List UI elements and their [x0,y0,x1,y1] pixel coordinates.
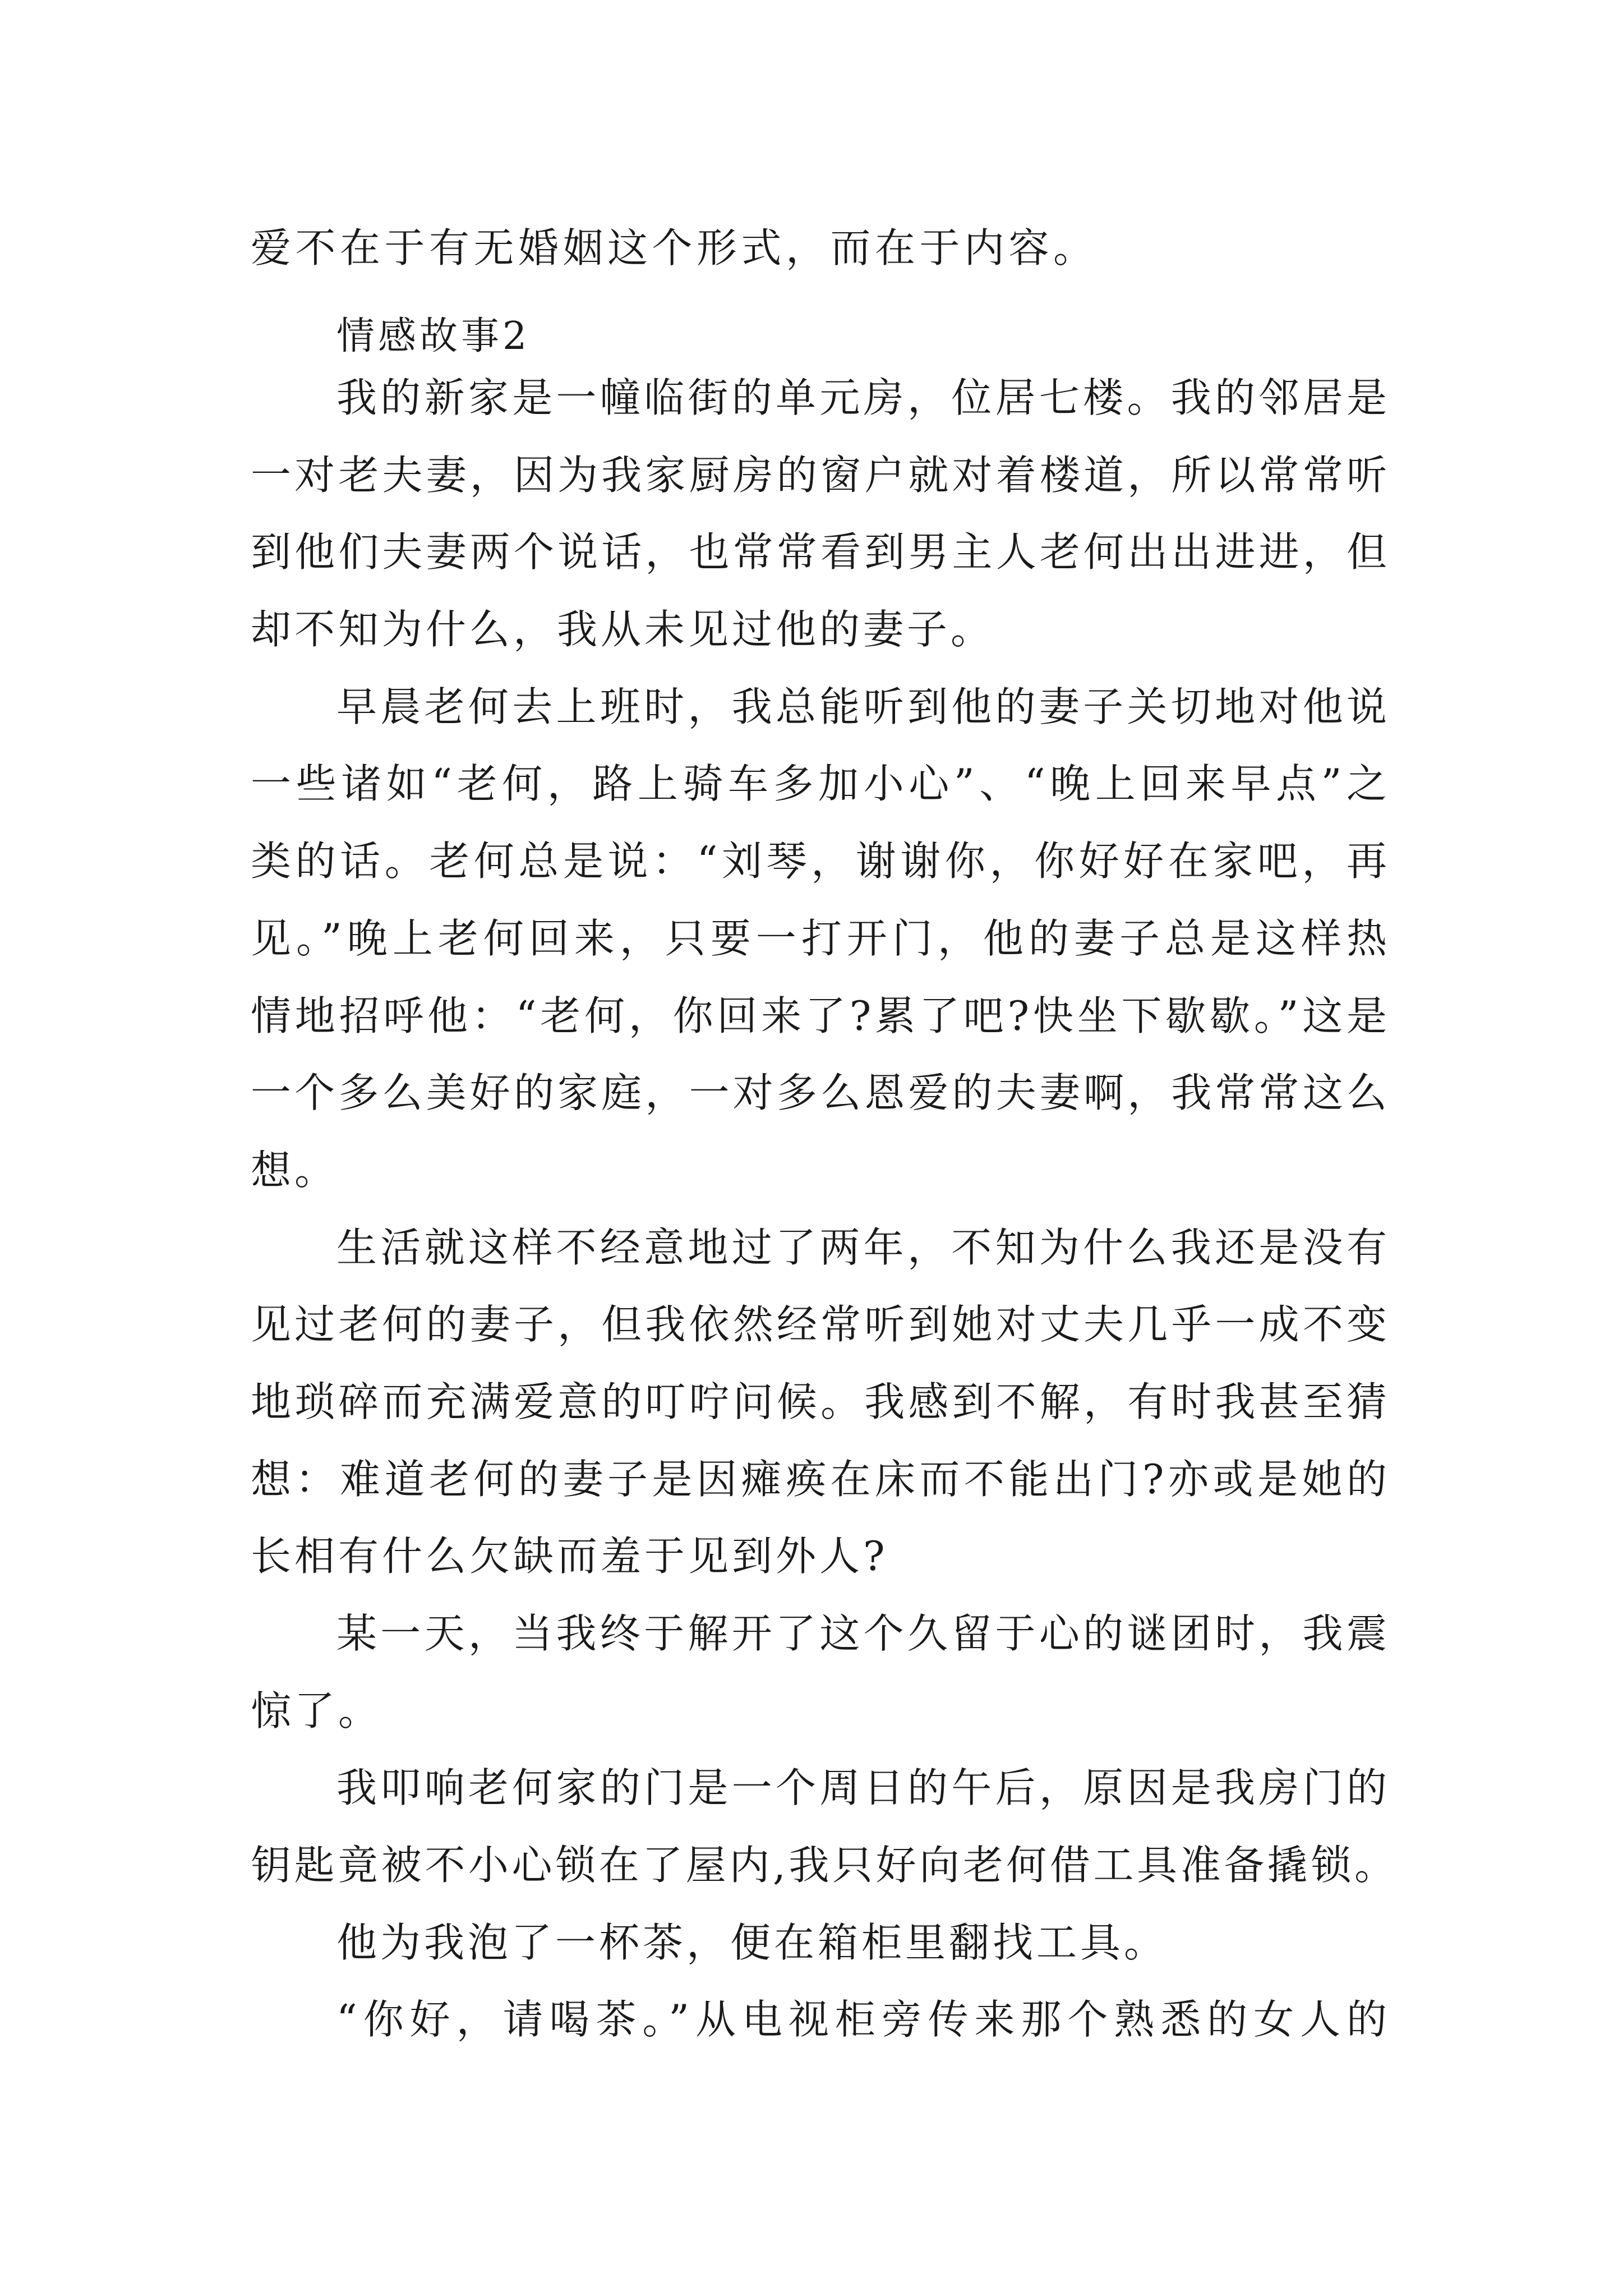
text-line: 生活就这样不经意地过了两年，不知为什么我还是没有 [336,1223,1387,1271]
text-line: 钥匙竟被不小心锁在了屋内,我只好向老何借工具准备撬锁。 [251,1842,1395,1889]
text-line: 一对老夫妻，因为我家厨房的窗户就对着楼道，所以常常听 [251,451,1387,499]
text-line: “你好，请喝茶。”从电视柜旁传来那个熟悉的女人的 [336,1996,1387,2044]
text-line: 早晨老何去上班时，我总能听到他的妻子关切地对他说 [336,683,1387,730]
text-line: 我的新家是一幢临街的单元房，位居七楼。我的邻居是 [336,374,1387,421]
text-line: 却不知为什么，我从未见过他的妻子。 [251,606,995,654]
text-line: 见。”晚上老何回来，只要一打开门，他的妻子总是这样热 [251,914,1387,962]
paragraph [251,1209,1387,1595]
story-heading: 情感故事2 [336,314,531,358]
text-line: 惊了。 [251,1687,382,1734]
text-line: 一些诸如“老何，路上骑车多加小心”、“晚上回来早点”之 [251,760,1387,808]
paragraph [251,1750,1395,1904]
text-line: 想。 [251,1146,339,1194]
paragraph [251,1981,1387,2059]
text-line: 一个多么美好的家庭，一对多么恩爱的夫妻啊，我常常这么 [251,1069,1387,1117]
text-line: 类的话。老何总是说：“刘琴，谢谢你，你好好在家吧，再 [251,838,1387,885]
text-line: 我叩响老何家的门是一个周日的午后，原因是我房门的 [336,1764,1387,1812]
text-line: 长相有什么欠缺而羞于见到外人? [251,1533,888,1580]
story-body [251,360,1395,2059]
text-line: 某一天，当我终于解开了这个久留于心的谜团时，我震 [336,1610,1387,1657]
text-line: 情地招呼他：“老何，你回来了?累了吧?快坐下歇歇。”这是 [251,992,1387,1039]
text-line: 他为我泡了一杯茶，便在箱柜里翻找工具。 [336,1918,1168,1966]
paragraph [251,360,1387,669]
text-line: 到他们夫妻两个说话，也常常看到男主人老何出出进进，但 [251,528,1387,576]
paragraph [251,669,1387,1209]
intro-line: 爱不在于有无婚姻这个形式，而在于内容。 [251,224,1098,272]
text-line: 地琐碎而充满爱意的叮咛问候。我感到不解，有时我甚至猜 [251,1378,1387,1425]
paragraph [251,1595,1387,1750]
text-line: 想：难道老何的妻子是因瘫痪在床而不能出门?亦或是她的 [251,1455,1387,1503]
text-line: 见过老何的妻子，但我依然经常听到她对丈夫几乎一成不变 [251,1301,1387,1349]
paragraph [251,1904,1387,1982]
